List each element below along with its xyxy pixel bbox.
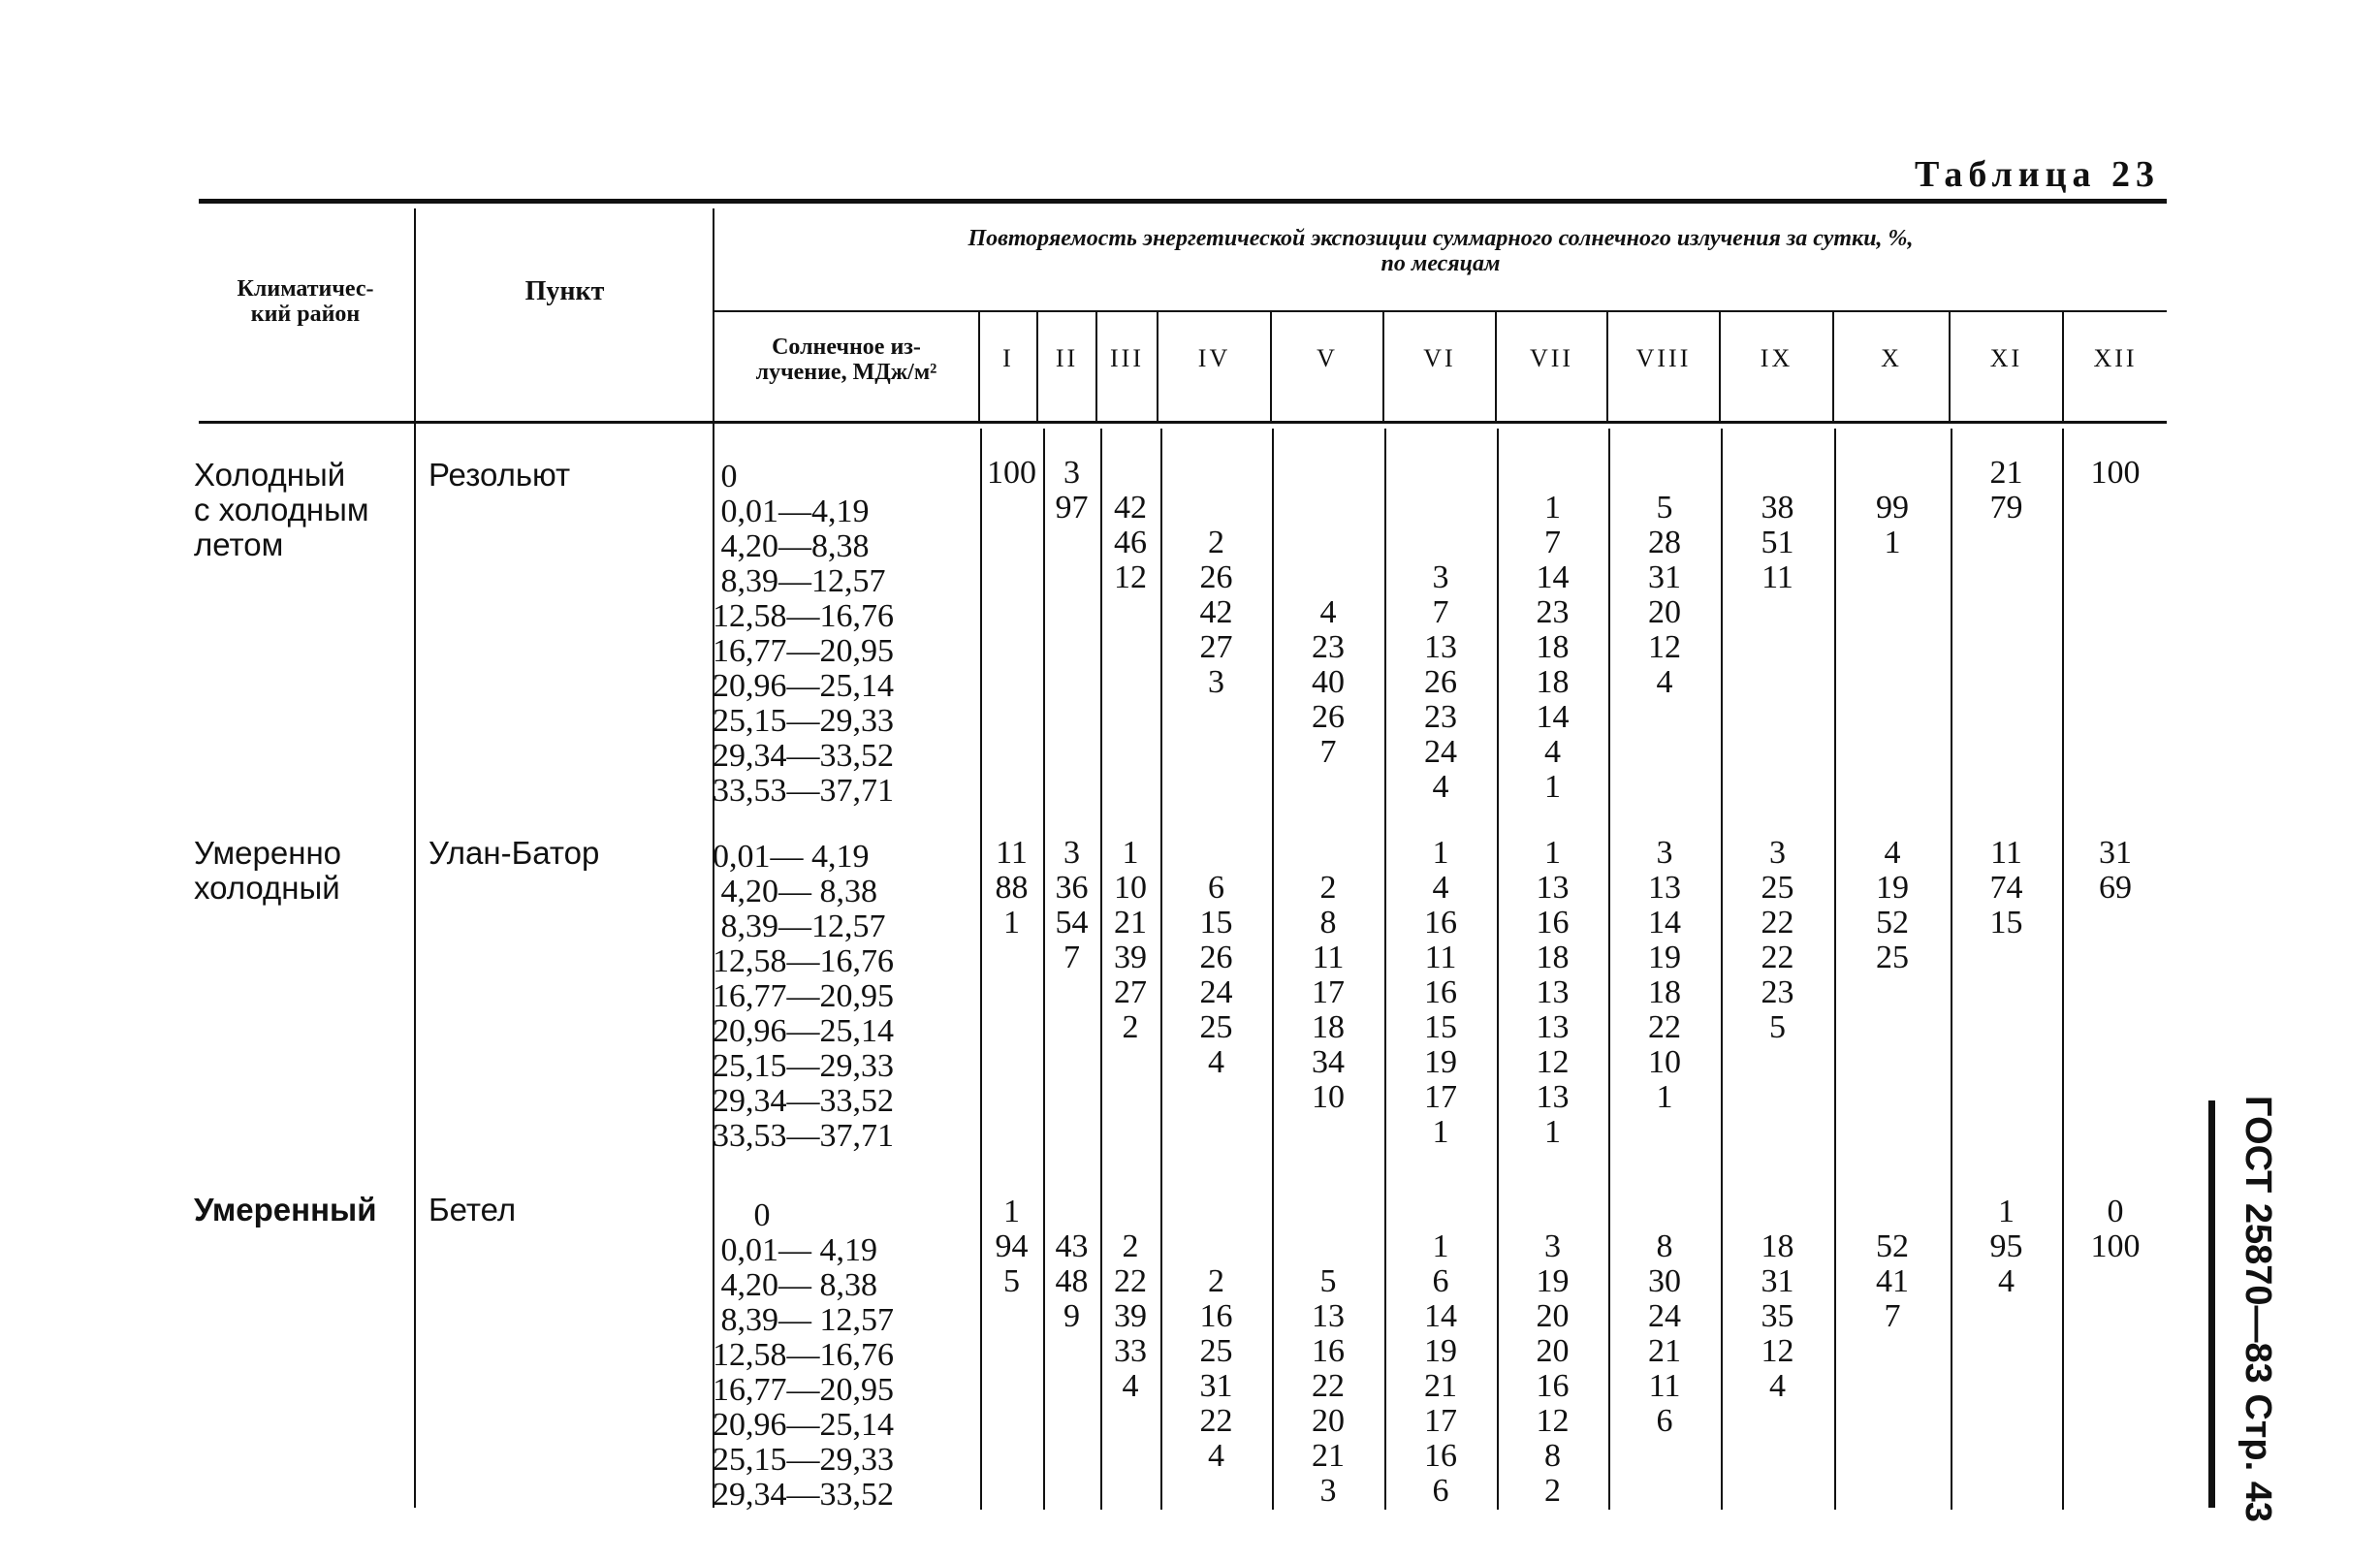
values-month-9: 3 25 22 22 23 5 <box>1761 835 1794 1045</box>
values-month-6: 1 4 16 11 16 15 19 17 1 <box>1424 835 1457 1150</box>
values-month-6: 1 6 14 19 21 17 16 6 <box>1424 1228 1457 1509</box>
values-month-2: 3 97 <box>1055 455 1089 526</box>
header-month-10: X <box>1881 344 1902 372</box>
values-month-2: 43 48 9 <box>1055 1228 1089 1334</box>
header-radiation: Солнечное из- лучение, МДж/м² <box>755 335 937 386</box>
values-month-8: 3 13 14 19 18 22 10 1 <box>1648 835 1681 1115</box>
values-month-6: 3 7 13 26 23 24 4 <box>1424 559 1457 805</box>
values-month-5: 4 23 40 26 7 <box>1312 594 1345 770</box>
values-month-3: 42 46 12 <box>1114 490 1147 595</box>
values-month-7: 1 13 16 18 13 13 12 13 1 <box>1536 835 1570 1150</box>
region-label: Умеренный <box>194 1192 377 1227</box>
values-month-4: 2 26 42 27 3 <box>1199 525 1233 700</box>
values-month-8: 8 30 24 21 11 6 <box>1648 1228 1681 1439</box>
region-label: Умеренно холодный <box>194 835 342 906</box>
region-label: Холодный с холодным летом <box>194 457 369 562</box>
table-title: Таблица 23 <box>1915 154 2161 195</box>
col-divider <box>2062 429 2064 1510</box>
values-month-4: 6 15 26 24 25 4 <box>1199 870 1233 1080</box>
values-month-12: 100 <box>2090 455 2141 491</box>
values-month-1: 100 <box>987 455 1036 491</box>
values-month-12: 31 69 <box>2099 835 2132 906</box>
header-month-2: II <box>1055 344 1079 372</box>
header-bottom-rule <box>199 421 2167 424</box>
header-month-4: IV <box>1197 344 1231 372</box>
values-month-5: 2 8 11 17 18 34 10 <box>1312 870 1345 1115</box>
values-month-11: 11 74 15 <box>1989 835 2023 940</box>
values-month-10: 4 19 52 25 <box>1876 835 1909 975</box>
region-point-divider <box>414 208 416 1508</box>
values-month-12: 0 100 <box>2090 1194 2141 1264</box>
values-month-5: 5 13 16 22 20 21 3 <box>1312 1263 1345 1509</box>
header-point: Пункт <box>524 276 605 306</box>
values-month-10: 99 1 <box>1876 490 1909 560</box>
col-divider <box>1951 429 1952 1510</box>
header-month-8: VIII <box>1635 344 1692 372</box>
values-month-9: 18 31 35 12 4 <box>1761 1228 1794 1404</box>
side-standard-label: ГОСТ 25870—83 Стр. 43 <box>2237 1096 2278 1523</box>
values-month-2: 3 36 54 7 <box>1055 835 1089 975</box>
values-month-7: 3 19 20 20 16 12 8 2 <box>1536 1228 1570 1509</box>
values-month-1: 1 94 5 <box>995 1194 1029 1299</box>
values-month-3: 1 10 21 39 27 2 <box>1114 835 1147 1045</box>
values-month-4: 2 16 25 31 22 4 <box>1199 1263 1233 1474</box>
col-divider <box>980 429 982 1510</box>
values-month-11: 21 79 <box>1989 455 2023 526</box>
values-month-1: 11 88 1 <box>995 835 1029 940</box>
side-label-bar <box>2208 1100 2215 1508</box>
header-month-3: III <box>1110 344 1144 372</box>
values-month-7: 1 7 14 23 18 18 14 4 1 <box>1536 490 1570 805</box>
header-month-1: I <box>1002 344 1014 372</box>
header-month-11: XI <box>1989 344 2023 372</box>
header-month-5: V <box>1317 344 1338 372</box>
top-rule <box>199 199 2167 204</box>
header-month-7: VII <box>1529 344 1574 372</box>
values-month-11: 1 95 4 <box>1989 1194 2023 1299</box>
header-month-12: XII <box>2093 344 2138 372</box>
values-month-3: 2 22 39 33 4 <box>1114 1228 1147 1404</box>
header-region: Климатичес- кий район <box>237 276 374 328</box>
values-month-9: 38 51 11 <box>1761 490 1794 595</box>
radiation-ranges: 0 0,01—4,19 4,20—8,38 8,39—12,57 12,58—16,76 16,77—20,95 20,96—25,14 25,15—29,33 29,34—33,52 33,53—37,71 <box>713 459 894 809</box>
radiation-ranges: 0 0,01— 4,19 4,20— 8,38 8,39— 12,57 12,58—16,76 16,77—20,95 20,96—25,14 25,15—29,33 29,34—33,52 <box>713 1197 894 1513</box>
header-group: Повторяемость энергетической экспозиции суммарного солнечного излучения за сутки, %, по месяцам <box>968 226 1914 277</box>
values-month-10: 52 41 7 <box>1876 1228 1909 1334</box>
point-label: Резольют <box>428 457 571 493</box>
values-month-8: 5 28 31 20 12 4 <box>1648 490 1681 700</box>
header-month-6: VI <box>1423 344 1456 372</box>
point-label: Улан-Батор <box>428 835 600 871</box>
point-label: Бетел <box>428 1192 517 1227</box>
radiation-ranges: 0,01— 4,19 4,20— 8,38 8,39—12,57 12,58—16,76 16,77—20,95 20,96—25,14 25,15—29,33 29,34—33,52 33,53—37,71 <box>713 839 894 1154</box>
header-month-9: IX <box>1760 344 1793 372</box>
